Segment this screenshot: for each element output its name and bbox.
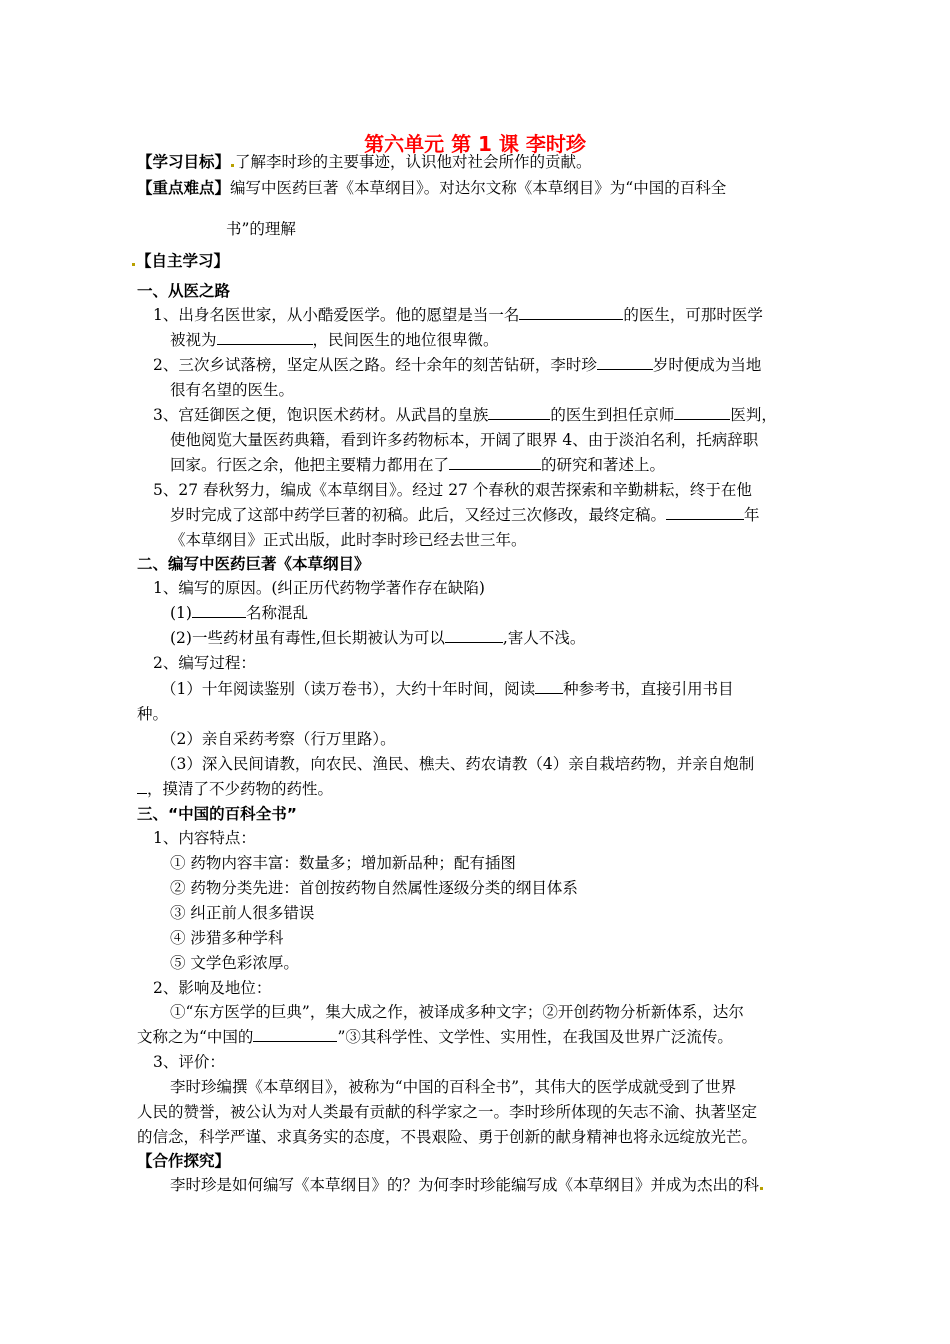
item-2-line-2: 很有名望的医生。 <box>170 381 295 399</box>
influence-heading: 2、影响及地位： <box>153 979 272 997</box>
goals-label: 【学习目标】 <box>137 153 231 171</box>
section-2-heading: 二、编写中医药巨著《本草纲目》 <box>137 555 370 573</box>
coop-heading: 【合作探究】 <box>137 1152 231 1170</box>
fill-blank[interactable] <box>449 455 541 470</box>
reason-1: (1) 名称混乱 <box>170 604 308 622</box>
fill-blank[interactable] <box>488 405 550 420</box>
fill-blank[interactable] <box>217 330 313 345</box>
process-1-line-1: （1）十年阅读鉴别（读万卷书），大约十年时间，阅读 种参考书，直接引用书目 <box>161 680 734 698</box>
process-3-line-2: ，摸清了不少药物的药性。 <box>137 779 333 799</box>
item-5-line-3: 《本草纲目》正式出版，此时李时珍已经去世三年。 <box>170 531 527 549</box>
evaluation-line-3: 的信念，科学严谨、求真务实的态度，不畏艰险、勇于创新的献身精神也将永远绽放光芒。 <box>137 1128 758 1146</box>
influence-line-2: 文称之为“中国的 ”③其科学性、文学性、实用性，在我国及世界广泛流传。 <box>137 1028 733 1046</box>
fill-blank[interactable] <box>519 305 623 320</box>
process-2: （2）亲自采药考察（行万里路）。 <box>161 730 396 748</box>
content-2: ② 药物分类先进：首创按药物自然属性逐级分类的纲目体系 <box>170 879 578 897</box>
fill-blank[interactable] <box>597 355 653 370</box>
evaluation-line-1: 李时珍编撰《本草纲目》，被称为“中国的百科全书”，其伟大的医学成就受到了世界 <box>170 1078 737 1096</box>
item-5-line-1: 5、27 春秋努力，编成《本草纲目》。经过 27 个春秋的艰苦探索和辛勤耕耘，终于在他 <box>153 481 752 499</box>
reason-heading: 1、编写的原因。(纠正历代药物学著作存在缺陷) <box>153 579 485 597</box>
key-points-line <box>137 178 726 198</box>
fill-blank[interactable] <box>674 405 730 420</box>
item-2-line-1: 2、三次乡试落榜，坚定从医之路。经十余年的刻苦钻研，李时珍 岁时便成为当地 <box>153 356 762 374</box>
coop-text: 李时珍是如何编写《本草纲目》的？为何李时珍能编写成《本草纲目》并成为杰出的科 <box>170 1175 764 1195</box>
influence-line-1: ①“东方医学的巨典”，集大成之作，被译成多种文字；②开创药物分析新体系，达尔 <box>170 1003 744 1021</box>
content-5: ⑤ 文学色彩浓厚。 <box>170 954 299 972</box>
self-study-heading: 【自主学习】 <box>131 251 229 271</box>
fill-blank[interactable] <box>253 1027 337 1042</box>
item-5-line-2: 岁时完成了这部中药学巨著的初稿。此后，又经过三次修改，最终定稿。 年 <box>170 506 760 524</box>
evaluation-line-2: 人民的赞誉，被公认为对人类最有贡献的科学家之一。李时珍所体现的矢志不渝、执著坚定 <box>137 1103 758 1121</box>
section-3-heading: 三、“中国的百科全书” <box>137 805 297 823</box>
fill-blank[interactable] <box>137 779 147 794</box>
item-3-line-2: 使他阅览大量医药典籍，看到许多药物标本，开阔了眼界 4、由于淡泊名利，托病辞职 <box>170 431 759 449</box>
process-heading: 2、编写过程： <box>153 654 256 672</box>
fill-blank[interactable] <box>192 603 246 618</box>
fill-blank[interactable] <box>666 505 744 520</box>
reason-2: (2)一些药材虽有毒性,但长期被认为可以 ,害人不浅。 <box>170 629 586 647</box>
content-1: ① 药物内容丰富：数量多；增加新品种；配有插图 <box>170 854 516 872</box>
page-title: 第六单元 第 1 课 李时珍 <box>364 132 586 156</box>
item-3-line-3: 回家。行医之余，他把主要精力都用在了 的研究和著述上。 <box>170 456 666 474</box>
section-1-heading: 一、从医之路 <box>137 282 231 300</box>
content-4: ④ 涉猎多种学科 <box>170 929 284 947</box>
key-points-text-1: 编写中医药巨著《本草纲目》。对达尔文称《本草纲目》为“中国的百科全 <box>230 179 727 197</box>
item-1-line-2: 被视为 ，民间医生的地位很卑微。 <box>170 331 499 349</box>
key-points-text-2: 书”的理解 <box>226 220 296 238</box>
content-heading: 1、内容特点： <box>153 829 256 847</box>
mark-dot <box>132 263 135 266</box>
goals-line <box>137 152 592 172</box>
content-3: ③ 纠正前人很多错误 <box>170 904 315 922</box>
goals-text: 了解李时珍的主要事迹，认识他对社会所作的贡献。 <box>235 153 592 171</box>
evaluation-heading: 3、评价： <box>153 1053 225 1071</box>
mark-dot <box>231 164 234 167</box>
key-points-label: 【重点难点】 <box>137 179 231 197</box>
process-3-line-1: （3）深入民间请教，向农民、渔民、樵夫、药农请教（4）亲自栽培药物，并亲自炮制 <box>161 755 755 773</box>
fill-blank[interactable] <box>445 628 503 643</box>
item-3-line-1: 3、宫廷御医之便，饱识医术药材。从武昌的皇族 的医生到担任京师 医判， <box>153 406 777 424</box>
item-1-line-1: 1、出身名医世家，从小酷爱医学。他的愿望是当一名 的医生，可那时医学 <box>153 306 763 324</box>
mark-dot <box>760 1187 763 1190</box>
process-1-line-2: 种。 <box>137 705 169 723</box>
fill-blank[interactable] <box>535 679 563 694</box>
